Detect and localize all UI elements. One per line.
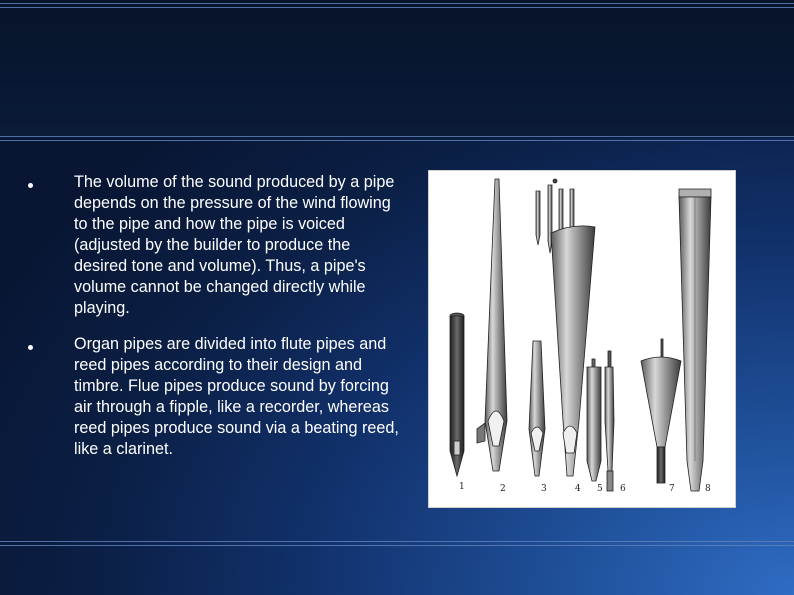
label-6: 6 <box>620 484 626 494</box>
bullet-list <box>26 172 406 475</box>
header-rule <box>0 136 794 137</box>
label-5: 5 <box>597 484 603 494</box>
label-7: 7 <box>669 484 675 494</box>
organ-pipes-drawing <box>429 171 735 507</box>
organ-pipes-illustration <box>428 170 736 508</box>
pipe-7 <box>641 339 681 483</box>
pipe-6 <box>605 351 614 491</box>
bullet-item-volume <box>26 172 406 319</box>
top-rule-inner <box>0 7 794 8</box>
pipe-1 <box>450 313 464 476</box>
header-rule-inner <box>0 140 794 141</box>
pipe-5 <box>587 359 601 481</box>
label-1: 1 <box>459 482 465 492</box>
bullet-item-types <box>26 334 406 460</box>
pipe-2 <box>477 179 507 471</box>
label-2: 2 <box>500 484 506 494</box>
bullet-text: Organ pipes are divided into flute pipes and reed pipes according to their design and timbre. Flue pipes produce sound by forcing air through a fipple, like a recorder, whereas reed pipes produce sound via a beating reed, like a clarinet. <box>74 335 399 458</box>
label-4: 4 <box>575 484 581 494</box>
bullet-text: The volume of the sound produced by a pipe depends on the pressure of the wind flowing to the pipe and how the pipe is voiced (adjusted by the builder to produce the desired tone and volume). Thus, a pipe's volume cannot be changed directly while playing. <box>74 173 395 317</box>
label-3: 3 <box>541 484 547 494</box>
footer-rule-inner <box>0 545 794 546</box>
bullet-dot-icon <box>28 345 33 350</box>
pipe-3 <box>529 341 545 476</box>
label-8: 8 <box>705 484 711 494</box>
pipe-labels <box>459 482 711 494</box>
footer-rule <box>0 541 794 542</box>
top-rule <box>0 3 794 4</box>
pipe-8 <box>679 189 711 491</box>
bullet-dot-icon <box>28 183 33 188</box>
title-band <box>0 0 794 138</box>
